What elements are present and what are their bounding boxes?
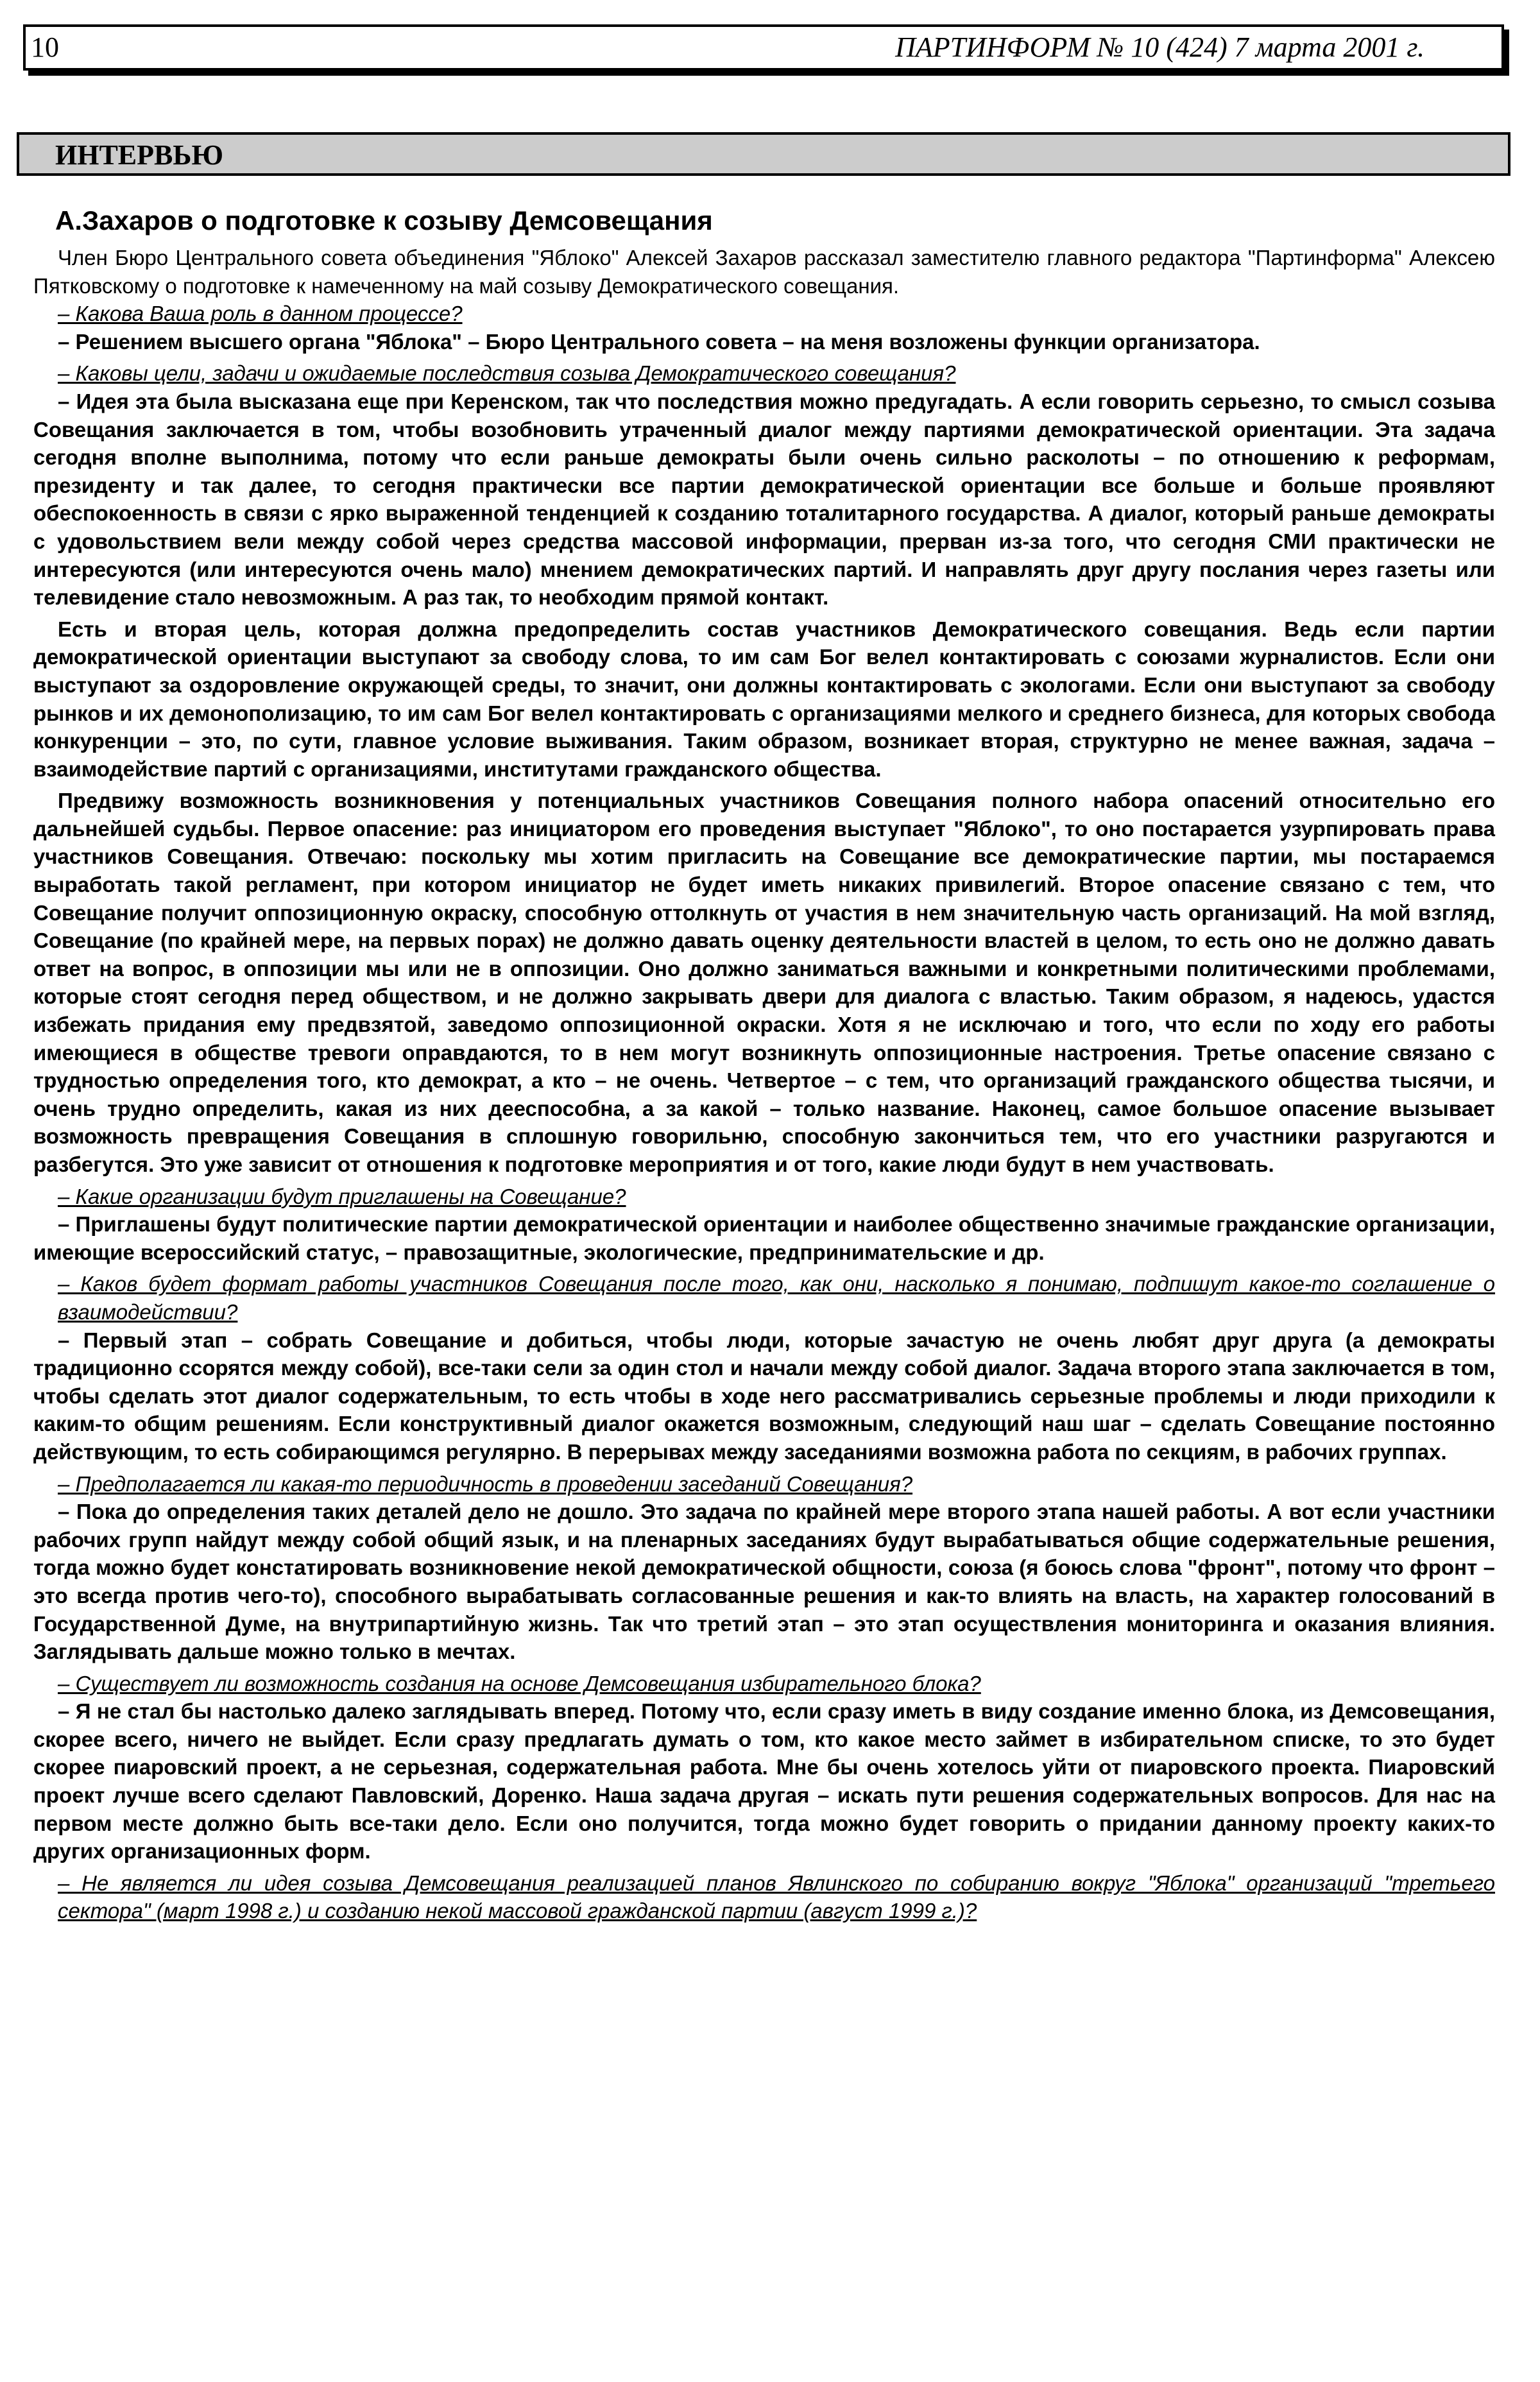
interview-answer: – Приглашены будут политические партии демократической ориентации и наиболее общественно значимые гражданские организации, имеющие всероссийский статус, – правозащитные, экологические, предпринимательские и др. bbox=[33, 1212, 1495, 1264]
interview-answer: – Первый этап – собрать Совещание и добиться, чтобы люди, которые зачастую не очень любят друг друга (а демократы традиционно ссорятся между собой), все-таки сели за один стол и начали между собой диалог. Задача второго этапа заключается в том, чтобы сделать этот диалог содержательным, то есть чтобы в ходе него рассматривались серьезные проблемы и люди приходили к каким-то общим решениям. Если конструктивный диалог окажется возможным, следующий наш шаг – сделать Совещание постоянно действующим, то есть собирающимся регулярно. В перерывах между заседаниями возможна работа по секциям, в рабочих группах. bbox=[33, 1328, 1495, 1464]
interview-answer: – Пока до определения таких деталей дело не дошло. Это задача по крайней мере второго этапа нашей работы. А вот если участники рабочих групп найдут между собой общий язык, и на пленарных заседаниях будут вырабатываться общие содержательные решения, тогда можно будет констатировать возникновение некой демократической общности, союза (я боюсь слова "фронт", потому что фронт – это всегда против чего-то), способного вырабатывать согласованные решения и как-то влиять на власть, на характер голосований в Государственной Думе, на внутрипартийную жизнь. Так что третий этап – это этап осуществления мониторинга и оказания влияния. Заглядывать дальше можно только в мечтах. bbox=[33, 1500, 1495, 1664]
interview-answer: – Я не стал бы настолько далеко заглядывать вперед. Потому что, если сразу иметь в виду создание именно блока, из Демсовещания, скорее всего, ничего не выйдет. Если сразу предлагать думать о том, кто какое место займет в избирательном списке, то это будет скорее пиаровский проект, а не серьезная, содержательная работа. Мне бы очень хотелось уйти от пиаровского проекта. Пиаровский проект лучше всего сделают Павловский, Доренко. Наша задача другая – искать пути решения содержательных вопросов. Для нас на первом месте должно быть все-таки дело. Если оно получится, тогда можно будет говорить о придании данному проекту каких-то других организационных форм. bbox=[33, 1699, 1495, 1864]
interview-question: – Каков будет формат работы участников Совещания после того, как они, насколько я понимаю, подпишут какое-то соглашение о взаимодействии? bbox=[58, 1272, 1495, 1324]
page-number: 10 bbox=[31, 31, 59, 63]
interview-question: – Существует ли возможность создания на основе Демсовещания избирательного блока? bbox=[58, 1671, 981, 1695]
interview-question: – Предполагается ли какая-то периодичность в проведении заседаний Совещания? bbox=[58, 1471, 913, 1496]
interview-question: – Какие организации будут приглашены на Совещание? bbox=[58, 1184, 626, 1208]
interview-answer: – Решением высшего органа "Яблока" – Бюро Центрального совета – на меня возложены функции организатора. bbox=[58, 329, 1260, 354]
interview-answer: Предвижу возможность возникновения у потенциальных участников Совещания полного набора опасений относительно его дальнейшей судьбы. Первое опасение: раз инициатором его проведения выступает "Яблоко", то оно постарается узурпировать права участников Совещания. Отвечаю: поскольку мы хотим пригласить на Совещание все демократические партии, мы постараемся выработать такой регламент, при котором инициатор не будет иметь никаких привилегий. Второе опасение связано с тем, что Совещание получит оппозиционную окраску, способную оттолкнуть от участия в нем значительную часть организаций. На мой взгляд, Совещание (по крайней мере, на первых порах) не должно давать оценку деятельности властей в целом, то есть оно не должно давать ответ на вопрос, в оппозиции мы или не в оппозиции. Оно должно заниматься важными и конкретными политическими проблемами, которые стоят сегодня перед обществом, и не должно закрывать двери для диалога с властью. Таким образом, я надеюсь, удастся избежать придания ему предвзятой, заведомо оппозиционной окраски. Хотя я не исключаю и того, что если по ходу его работы имеющиеся в обществе тревоги оправдаются, то в нем могут возникнуть оппозиционные настроения. Третье опасение связано с трудностью определения того, кто демократ, а кто – не очень. Четвертое – с тем, что организаций гражданского общества тысячи, и очень трудно определить, какая из них дееспособна, а за какой – только название. Наконец, самое большое опасение вызывает возможность превращения Совещания в сплошную говорильню, способную закончиться тем, что его участники разругаются и разбегутся. Это уже зависит от отношения к подготовке мероприятия и от того, какие люди будут в нем участвовать. bbox=[33, 789, 1495, 1176]
interview-answer: Есть и вторая цель, которая должна предопределить состав участников Демократического совещания. Ведь если партии демократической ориентации выступают за свободу слова, то им сам Бог велел контактировать с союзами журналистов. Если они выступают за оздоровление окружающей среды, то значит, они должны контактировать с экологами. Если они выступают за свободу рынков и их демонополизацию, то им сам Бог велел контактировать с организациями мелкого и среднего бизнеса, для которых свобода конкуренции – это, по сути, главное условие выживания. Таким образом, возникает вторая, структурно не менее важная, задача – взаимодействие партий с организациями, институтами гражданского общества. bbox=[33, 617, 1495, 781]
section-title: ИНТЕРВЬЮ bbox=[55, 139, 224, 171]
article-body bbox=[33, 244, 1495, 1925]
interview-answer: – Идея эта была высказана еще при Керенском, так что последствия можно предугадать. А если говорить серьезно, то смысл созыва Совещания заключается в том, чтобы возобновить утраченный диалог между партиями демократической ориентации. Эта задача сегодня вполне выполнима, потому что если раньше демократы были очень сильно расколоты – по отношению к реформам, президенту и так далее, то сегодня практически все партии демократической ориентации все больше и больше проявляют обеспокоенность в связи с ярко выраженной тенденцией к созданию тоталитарного государства. А диалог, который раньше демократы с удовольствием вели между собой через средства массовой информации, прерван из-за того, что сегодня СМИ практически не интересуются (или интересуются очень мало) мнением демократических партий. И направлять друг другу послания через газеты или телевидение стало невозможным. А раз так, то необходим прямой контакт. bbox=[33, 389, 1495, 610]
section-banner bbox=[17, 132, 1510, 176]
article-lead: Член Бюро Центрального совета объединения "Яблоко" Алексей Захаров рассказал заместителю главного редактора "Партинформа" Алексею Пятковскому о подготовке к намеченному на май созыву Демократического совещания. bbox=[33, 246, 1495, 298]
publication-title: ПАРТИНФОРМ № 10 (424) 7 марта 2001 г. bbox=[895, 31, 1425, 63]
interview-question: – Не является ли идея созыва Демсовещания реализацией планов Явлинского по собиранию вокруг "Яблока" организаций "третьего сектора" (март 1998 г.) и созданию некой массовой гражданской партии (август 1999 г.)? bbox=[58, 1871, 1495, 1923]
article-title: А.Захаров о подготовке к созыву Демсовещания bbox=[55, 205, 713, 236]
page-header bbox=[23, 24, 1504, 71]
interview-question: – Какова Ваша роль в данном процессе? bbox=[58, 302, 463, 326]
interview-question: – Каковы цели, задачи и ожидаемые последствия созыва Демократического совещания? bbox=[58, 361, 956, 386]
